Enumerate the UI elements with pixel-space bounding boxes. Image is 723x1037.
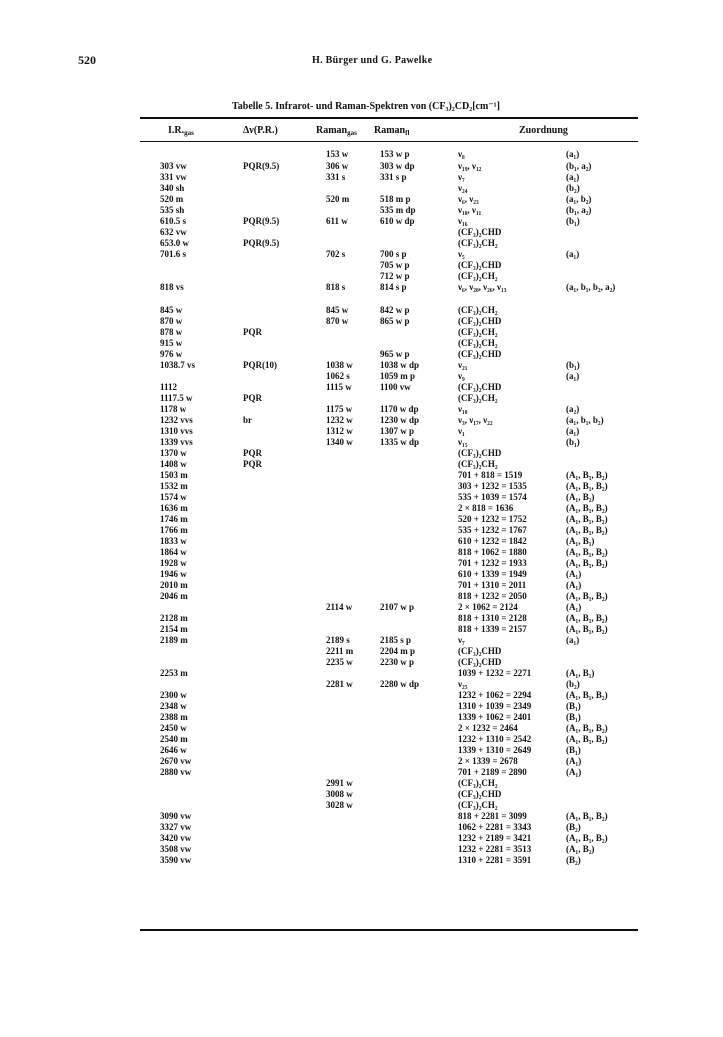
- cell-ir: 610.5 s: [160, 216, 187, 226]
- cell-raman-liquid: 842 w p: [380, 305, 410, 315]
- cell-raman-gas: 2235 w: [326, 657, 353, 667]
- cell-raman-gas: 2114 w: [326, 602, 353, 612]
- cell-ir: 1370 w: [160, 448, 187, 458]
- cell-assignment: 1310 + 1039 = 2349: [458, 701, 532, 711]
- cell-ir: 2540 m: [160, 734, 188, 744]
- header-raman-gas: Raman$_{gas}$: [316, 125, 357, 137]
- cell-symmetry: (a₂): [566, 404, 580, 414]
- cell-raman-gas: 1175 w: [326, 404, 353, 414]
- cell-assignment: 1339 + 1062 = 2401: [458, 712, 532, 722]
- cell-symmetry: (A₁): [566, 569, 582, 579]
- cell-symmetry: (A₁, B₁, B₂): [566, 690, 608, 700]
- cell-ir: 2646 w: [160, 745, 187, 755]
- cell-raman-liquid: 1170 w dp: [380, 404, 419, 414]
- cell-raman-liquid: 2230 w p: [380, 657, 415, 667]
- cell-ir: 2189 m: [160, 635, 188, 645]
- cell-ir: 632 vw: [160, 227, 187, 237]
- cell-raman-gas: 870 w: [326, 316, 349, 326]
- cell-assignment: ν₁₉, ν₁₂: [458, 161, 482, 171]
- cell-assignment: 2 × 1339 = 2678: [458, 756, 518, 766]
- cell-ir: 1310 vvs: [160, 426, 193, 436]
- cell-assignment: ν₉: [458, 371, 465, 381]
- cell-raman-gas: 845 w: [326, 305, 349, 315]
- cell-ir: 2670 vw: [160, 756, 192, 766]
- cell-symmetry: (A₁, B₁): [566, 536, 595, 546]
- cell-assignment: 535 + 1039 = 1574: [458, 492, 527, 502]
- cell-assignment: 1232 + 1062 = 2294: [458, 690, 532, 700]
- cell-symmetry: (A₁, B₁, B₂): [566, 558, 608, 568]
- cell-symmetry: (b₁): [566, 437, 580, 447]
- cell-ir: 1864 w: [160, 547, 187, 557]
- cell-ir: 2046 m: [160, 591, 188, 601]
- cell-assignment: 1339 + 1310 = 2649: [458, 745, 532, 755]
- cell-raman-liquid: 965 w p: [380, 349, 410, 359]
- cell-symmetry: (B₁): [566, 745, 581, 755]
- cell-assignment: (CF₃)₂CHD: [458, 646, 502, 656]
- cell-symmetry: (A₁, B₁, B₂): [566, 525, 608, 535]
- cell-pr: PQR: [243, 459, 262, 469]
- cell-raman-liquid: 1230 w dp: [380, 415, 420, 425]
- cell-symmetry: (A₁, B₁, B₂): [566, 734, 608, 744]
- cell-assignment: 1232 + 1310 = 2542: [458, 734, 532, 744]
- cell-assignment: ν₂₄: [458, 183, 468, 193]
- cell-ir: 870 w: [160, 316, 183, 326]
- cell-assignment: (CF₃)₂CH₂: [458, 800, 498, 810]
- cell-raman-gas: 818 s: [326, 282, 346, 292]
- cell-pr: PQR: [243, 448, 262, 458]
- cell-ir: 915 w: [160, 338, 183, 348]
- cell-assignment: ν₁₆: [458, 216, 468, 226]
- cell-raman-gas: 1115 w: [326, 382, 352, 392]
- cell-ir: 535 sh: [160, 205, 185, 215]
- cell-ir: 1232 vvs: [160, 415, 193, 425]
- cell-raman-liquid: 1059 m p: [380, 371, 416, 381]
- cell-raman-gas: 331 s: [326, 172, 346, 182]
- cell-raman-liquid: 2204 m p: [380, 646, 416, 656]
- cell-assignment: 1232 + 2189 = 3421: [458, 833, 532, 843]
- cell-ir: 3420 vw: [160, 833, 192, 843]
- cell-assignment: 610 + 1232 = 1842: [458, 536, 527, 546]
- cell-assignment: (CF₃)₂CH₂: [458, 305, 498, 315]
- cell-assignment: ν₈: [458, 149, 465, 159]
- cell-ir: 1178 w: [160, 404, 187, 414]
- cell-assignment: 818 + 1062 = 1880: [458, 547, 527, 557]
- cell-pr: PQR: [243, 327, 262, 337]
- cell-symmetry: (A₁, B₁, B₂): [566, 591, 608, 601]
- cell-ir: 303 vw: [160, 161, 187, 171]
- cell-ir: 1117.5 w: [160, 393, 193, 403]
- cell-assignment: 818 + 1232 = 2050: [458, 591, 527, 601]
- cell-assignment: 2 × 818 = 1636: [458, 503, 514, 513]
- header-pr: Δν(P.R.): [243, 125, 278, 136]
- cell-assignment: (CF₃)₂CHD: [458, 789, 502, 799]
- cell-assignment: 520 + 1232 = 1752: [458, 514, 527, 524]
- cell-assignment: ν₅: [458, 249, 465, 259]
- cell-ir: 1408 w: [160, 459, 187, 469]
- running-head: H. Bürger und G. Pawelke: [312, 55, 433, 66]
- cell-ir: 2388 m: [160, 712, 188, 722]
- cell-raman-liquid: 1335 w dp: [380, 437, 420, 447]
- cell-symmetry: (A₁, B₂): [566, 844, 595, 854]
- cell-ir: 2253 m: [160, 668, 188, 678]
- cell-symmetry: (B₂): [566, 855, 581, 865]
- cell-pr: PQR: [243, 393, 262, 403]
- cell-raman-gas: 1062 s: [326, 371, 350, 381]
- cell-ir: 1946 w: [160, 569, 187, 579]
- cell-pr: PQR(9.5): [243, 238, 280, 248]
- cell-raman-gas: 1232 w: [326, 415, 353, 425]
- cell-symmetry: (A₁, B₁, B₂): [566, 547, 608, 557]
- cell-assignment: 303 + 1232 = 1535: [458, 481, 527, 491]
- cell-raman-gas: 2281 w: [326, 679, 353, 689]
- cell-raman-gas: 520 m: [326, 194, 350, 204]
- cell-assignment: (CF₃)₂CH₂: [458, 271, 498, 281]
- cell-symmetry: (B₁): [566, 701, 581, 711]
- cell-pr: PQR(9.5): [243, 161, 280, 171]
- cell-raman-liquid: 610 w dp: [380, 216, 415, 226]
- cell-ir: 3327 vw: [160, 822, 192, 832]
- cell-ir: 2300 w: [160, 690, 187, 700]
- cell-assignment: 701 + 818 = 1519: [458, 470, 523, 480]
- cell-assignment: (CF₃)₂CHD: [458, 316, 502, 326]
- cell-assignment: ν₁₅: [458, 437, 468, 447]
- cell-raman-liquid: 2107 w p: [380, 602, 415, 612]
- cell-assignment: (CF₃)₂CHD: [458, 260, 502, 270]
- cell-raman-gas: 2189 s: [326, 635, 350, 645]
- cell-assignment: ν₂₁: [458, 360, 468, 370]
- cell-symmetry: (a₁): [566, 426, 580, 436]
- cell-symmetry: (b₁): [566, 360, 580, 370]
- cell-assignment: 2 × 1232 = 2464: [458, 723, 518, 733]
- cell-symmetry: (B₁): [566, 712, 581, 722]
- table-caption: Tabelle 5. Infrarot- und Raman-Spektren von (CF₃)₂CD₂[cm⁻¹]: [232, 101, 500, 112]
- cell-raman-liquid: 814 s p: [380, 282, 407, 292]
- cell-assignment: 818 + 1339 = 2157: [458, 624, 527, 634]
- cell-ir: 1112: [160, 382, 178, 392]
- cell-raman-gas: 3008 w: [326, 789, 353, 799]
- cell-assignment: (CF₃)₂CH₂: [458, 238, 498, 248]
- cell-assignment: 701 + 1310 = 2011: [458, 580, 527, 590]
- cell-assignment: (CF₃)₂CH₂: [458, 393, 498, 403]
- cell-ir: 1503 m: [160, 470, 188, 480]
- cell-assignment: 2 × 1062 = 2124: [458, 602, 518, 612]
- cell-symmetry: (A₁, B₁, B₂): [566, 470, 608, 480]
- cell-ir: 2128 m: [160, 613, 188, 623]
- cell-symmetry: (B₂): [566, 822, 581, 832]
- cell-ir: 1636 m: [160, 503, 188, 513]
- cell-assignment: (CF₃)₂CH₂: [458, 459, 498, 469]
- cell-ir: 1532 m: [160, 481, 188, 491]
- cell-raman-liquid: 2185 s p: [380, 635, 412, 645]
- cell-assignment: 818 + 2281 = 3099: [458, 811, 527, 821]
- cell-symmetry: (a₁): [566, 172, 580, 182]
- cell-raman-liquid: 700 s p: [380, 249, 407, 259]
- cell-ir: 1339 vvs: [160, 437, 193, 447]
- cell-raman-liquid: 1307 w p: [380, 426, 415, 436]
- cell-raman-gas: 2211 m: [326, 646, 354, 656]
- cell-symmetry: (A₁, B₁, B₂): [566, 503, 608, 513]
- cell-raman-gas: 1340 w: [326, 437, 353, 447]
- cell-assignment: 610 + 1339 = 1949: [458, 569, 527, 579]
- cell-assignment: 535 + 1232 = 1767: [458, 525, 527, 535]
- cell-assignment: ν₁₈, ν₁₁: [458, 205, 482, 215]
- cell-assignment: ν₇: [458, 635, 465, 645]
- cell-symmetry: (A₁, B₁, B₂): [566, 833, 608, 843]
- cell-ir: 1574 w: [160, 492, 187, 502]
- cell-raman-gas: 611 w: [326, 216, 348, 226]
- cell-raman-liquid: 705 w p: [380, 260, 410, 270]
- cell-assignment: ν₁: [458, 426, 465, 436]
- cell-symmetry: (a₁): [566, 149, 580, 159]
- cell-assignment: 701 + 2189 = 2890: [458, 767, 527, 777]
- cell-raman-liquid: 1038 w dp: [380, 360, 420, 370]
- cell-ir: 3090 vw: [160, 811, 192, 821]
- cell-symmetry: (b₂): [566, 183, 580, 193]
- header-assignment: Zuordnung: [519, 125, 568, 136]
- cell-raman-liquid: 331 s p: [380, 172, 407, 182]
- cell-ir: 2010 m: [160, 580, 188, 590]
- cell-ir: 653.0 w: [160, 238, 189, 248]
- cell-symmetry: (A₁): [566, 580, 582, 590]
- cell-ir: 520 m: [160, 194, 184, 204]
- cell-ir: 1833 w: [160, 536, 187, 546]
- cell-ir: 1766 m: [160, 525, 188, 535]
- cell-symmetry: (A₁): [566, 767, 582, 777]
- cell-symmetry: (A₁): [566, 602, 582, 612]
- cell-ir: 701.6 s: [160, 249, 187, 259]
- cell-assignment: 818 + 1310 = 2128: [458, 613, 527, 623]
- cell-symmetry: (A₁, B₁, B₂): [566, 811, 608, 821]
- cell-raman-gas: 702 s: [326, 249, 346, 259]
- cell-pr: br: [243, 415, 252, 425]
- cell-raman-liquid: 535 m dp: [380, 205, 416, 215]
- cell-assignment: (CF₃)₂CH₂: [458, 327, 498, 337]
- cell-assignment: (CF₃)₂CHD: [458, 657, 502, 667]
- cell-assignment: 1039 + 1232 = 2271: [458, 668, 532, 678]
- cell-raman-gas: 306 w: [326, 161, 349, 171]
- cell-raman-liquid: 2280 w dp: [380, 679, 420, 689]
- cell-assignment: ν₂₅: [458, 679, 468, 689]
- cell-symmetry: (A₁): [566, 756, 582, 766]
- cell-assignment: ν₃, ν₁₇, ν₂₂: [458, 415, 493, 425]
- cell-assignment: ν₆, ν₂₀, ν₂₆, ν₁₃: [458, 282, 507, 292]
- cell-ir: 845 w: [160, 305, 183, 315]
- cell-assignment: (CF₃)₂CHD: [458, 227, 502, 237]
- cell-raman-liquid: 518 m p: [380, 194, 411, 204]
- cell-symmetry: (A₁, B₁, B₂): [566, 481, 608, 491]
- cell-ir: 2450 w: [160, 723, 187, 733]
- cell-assignment: (CF₃)₂CHD: [458, 349, 502, 359]
- cell-symmetry: (a₁, b₂): [566, 194, 592, 204]
- cell-raman-gas: 2991 w: [326, 778, 353, 788]
- cell-symmetry: (A₁, B₁, B₂): [566, 723, 608, 733]
- page-number: 520: [78, 53, 96, 67]
- cell-raman-gas: 1312 w: [326, 426, 353, 436]
- cell-ir: 2154 m: [160, 624, 188, 634]
- cell-assignment: 1232 + 2281 = 3513: [458, 844, 532, 854]
- cell-assignment: (CF₃)₂CH₂: [458, 778, 498, 788]
- cell-ir: 3590 vw: [160, 855, 192, 865]
- cell-raman-liquid: 865 w p: [380, 316, 410, 326]
- cell-symmetry: (b₁, a₂): [566, 161, 592, 171]
- cell-ir: 2348 w: [160, 701, 187, 711]
- cell-symmetry: (a₁): [566, 371, 580, 381]
- cell-symmetry: (a₁, b₁, b₂): [566, 415, 604, 425]
- cell-ir: 340 sh: [160, 183, 185, 193]
- cell-ir: 1928 w: [160, 558, 187, 568]
- cell-symmetry: (A₁, B₂): [566, 492, 595, 502]
- cell-symmetry: (b₁, a₂): [566, 205, 592, 215]
- cell-ir: 878 w: [160, 327, 183, 337]
- cell-ir: 976 w: [160, 349, 183, 359]
- cell-raman-liquid: 712 w p: [380, 271, 410, 281]
- cell-assignment: 1310 + 2281 = 3591: [458, 855, 532, 865]
- cell-pr: PQR(10): [243, 360, 277, 370]
- cell-raman-gas: 3028 w: [326, 800, 353, 810]
- cell-ir: 331 vw: [160, 172, 187, 182]
- cell-raman-liquid: 303 w dp: [380, 161, 415, 171]
- cell-symmetry: (a₁, b₁, b₂, a₂): [566, 282, 616, 292]
- cell-assignment: (CF₃)₂CHD: [458, 448, 502, 458]
- cell-symmetry: (A₁, B₁, B₂): [566, 624, 608, 634]
- cell-assignment: ν₁₀: [458, 404, 468, 414]
- cell-ir: 818 vs: [160, 282, 184, 292]
- cell-pr: PQR(9.5): [243, 216, 280, 226]
- cell-assignment: 701 + 1232 = 1933: [458, 558, 527, 568]
- cell-symmetry: (A₁, B₁, B₂): [566, 514, 608, 524]
- cell-raman-liquid: 153 w p: [380, 149, 410, 159]
- cell-raman-gas: 1038 w: [326, 360, 353, 370]
- cell-raman-liquid: 1100 vw: [380, 382, 411, 392]
- cell-symmetry: (a₁): [566, 249, 580, 259]
- cell-assignment: (CF₃)₂CH₂: [458, 338, 498, 348]
- cell-symmetry: (a₁): [566, 635, 580, 645]
- cell-symmetry: (b₂): [566, 679, 580, 689]
- cell-raman-gas: 153 w: [326, 149, 349, 159]
- header-raman-liquid: Raman$_{fl}$: [374, 125, 410, 137]
- cell-symmetry: (A₁, B₁): [566, 668, 595, 678]
- cell-assignment: (CF₃)₂CHD: [458, 382, 502, 392]
- cell-assignment: ν₆, ν₂₃: [458, 194, 479, 204]
- header-ir: $I.R._{gas}$: [168, 125, 194, 137]
- cell-symmetry: (A₁, B₁, B₂): [566, 613, 608, 623]
- cell-ir: 1746 m: [160, 514, 188, 524]
- cell-assignment: 1062 + 2281 = 3343: [458, 822, 532, 832]
- cell-ir: 1038.7 vs: [160, 360, 196, 370]
- cell-assignment: ν₇: [458, 172, 465, 182]
- cell-symmetry: (b₁): [566, 216, 580, 226]
- cell-ir: 2880 vw: [160, 767, 192, 777]
- cell-ir: 3508 vw: [160, 844, 192, 854]
